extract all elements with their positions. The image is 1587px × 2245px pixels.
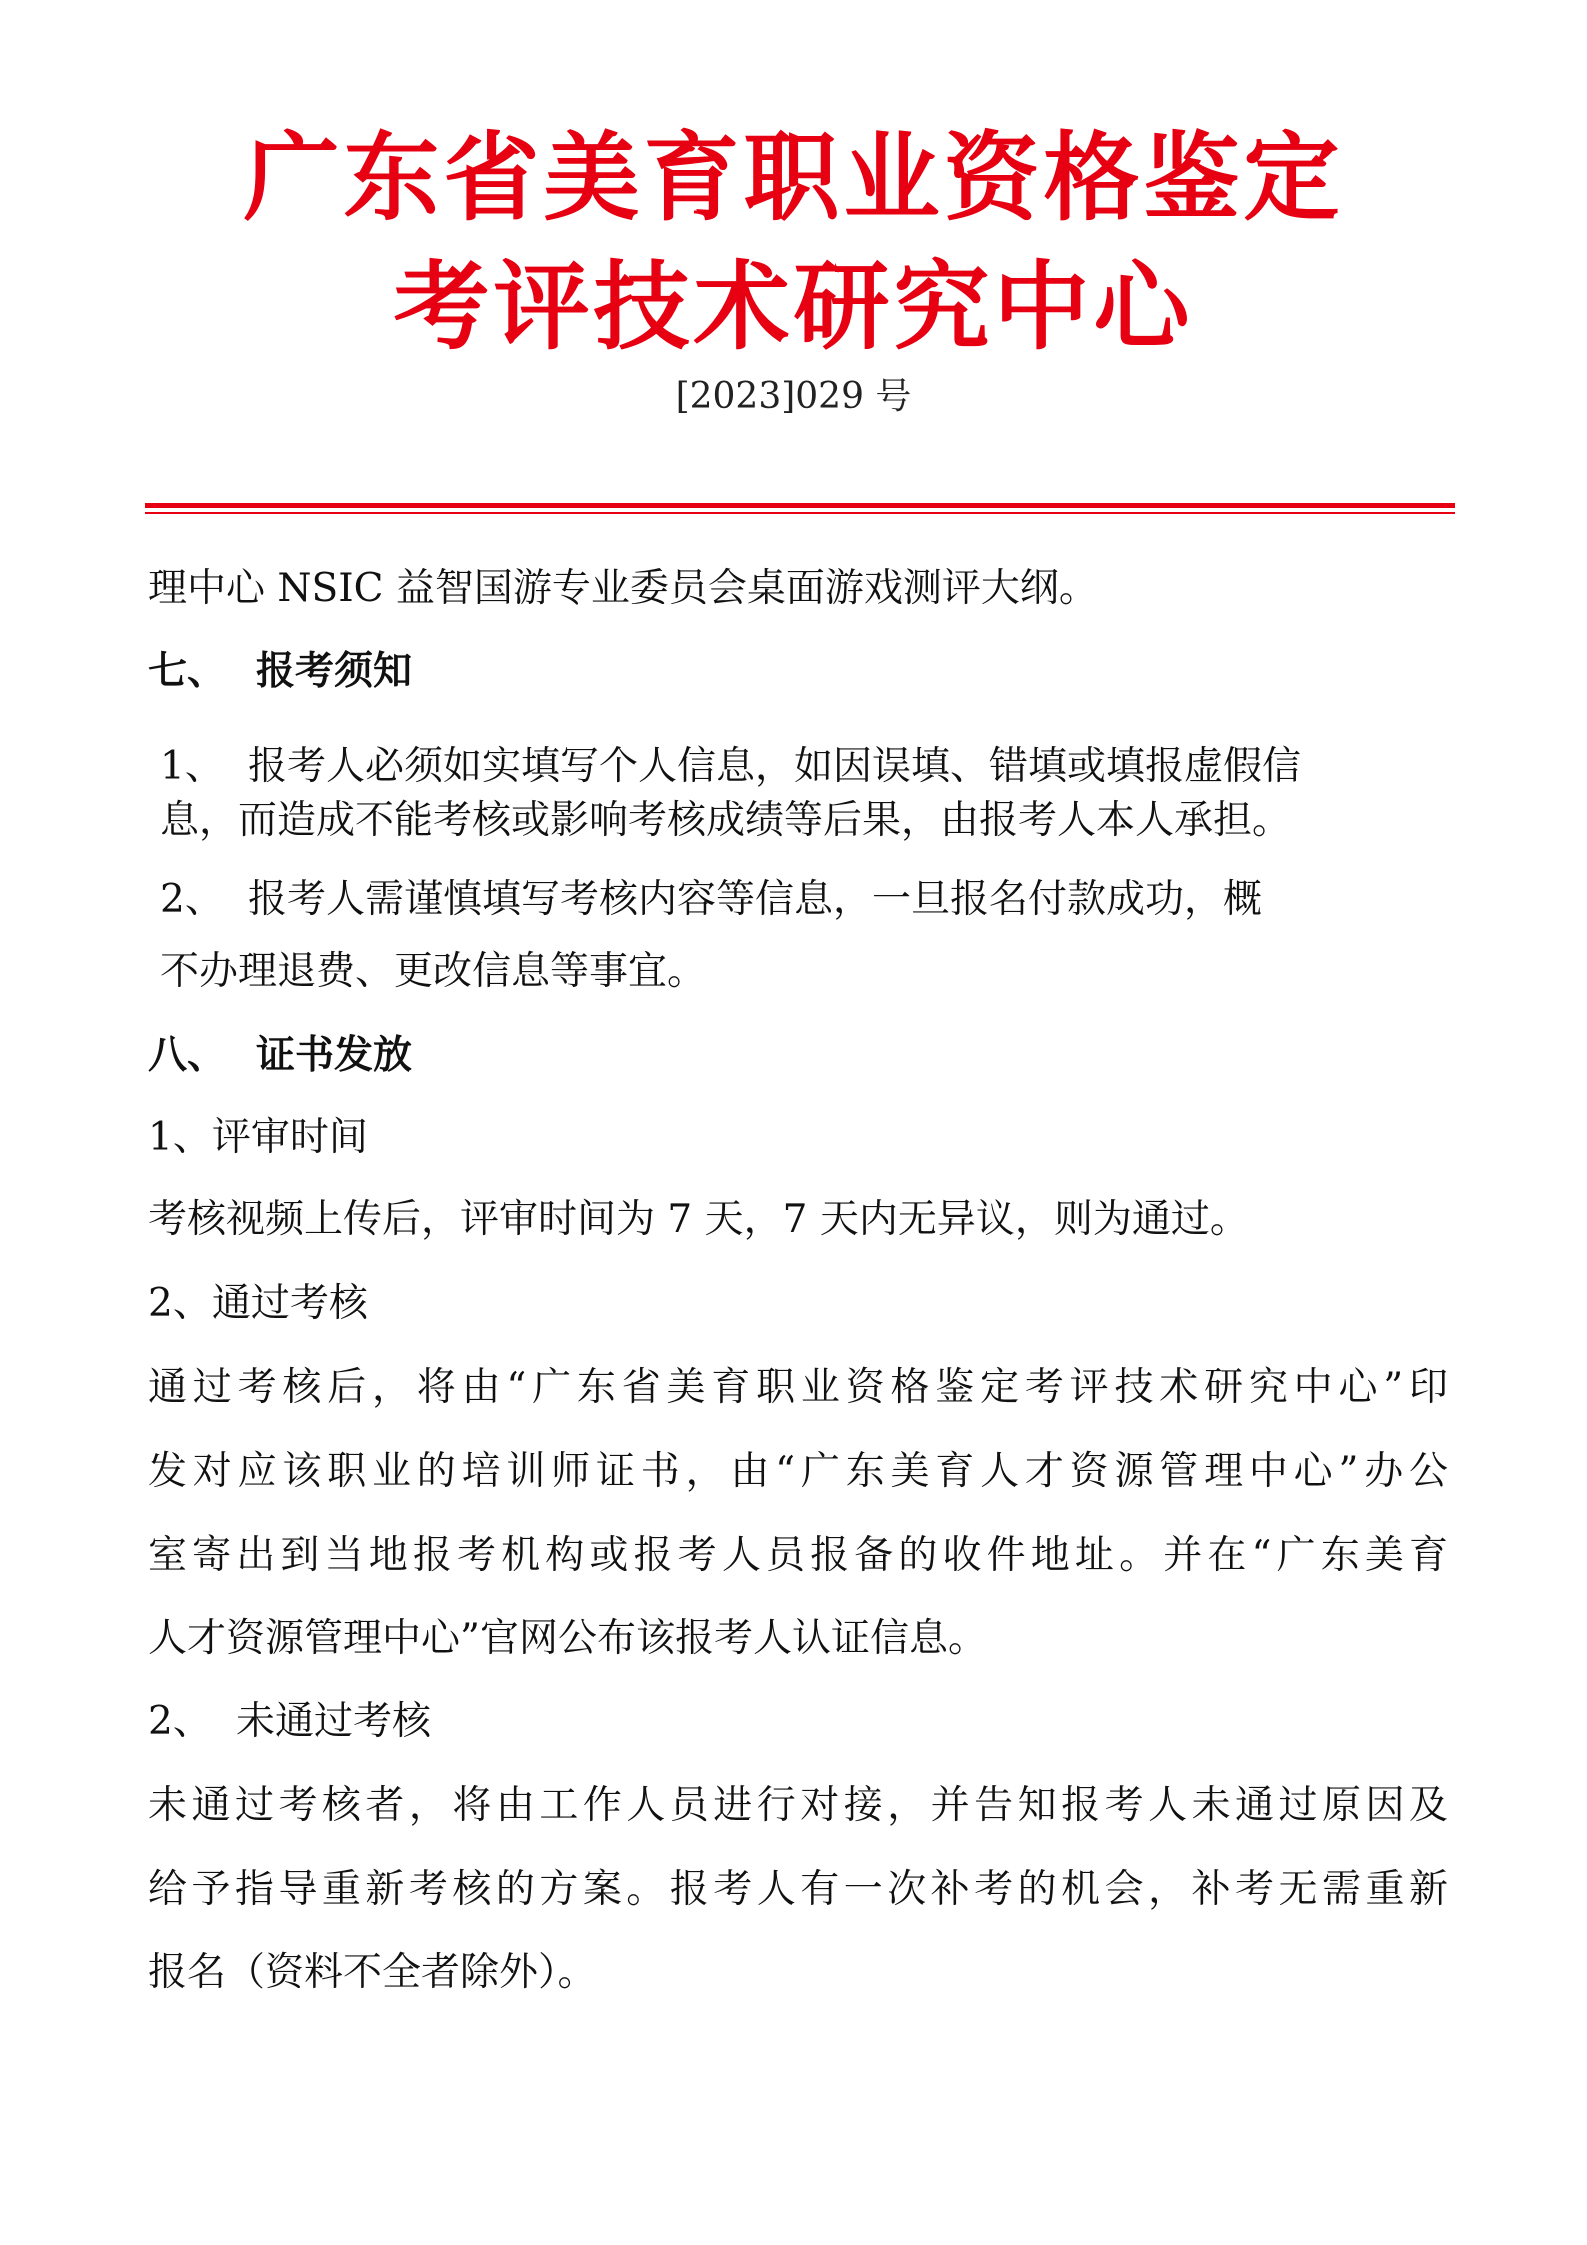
section-8-sub-2-title: 2、通过考核 [148,1281,368,1326]
section-7-item-2-text-1: 报考人需谨慎填写考核内容等信息，一旦报名付款成功，概 [248,877,1263,922]
section-7-title: 报考须知 [256,649,413,694]
header-title-line-1: 广东省美育职业资格鉴定 [243,122,1344,234]
section-8-sub-1-title: 1、评审时间 [148,1115,368,1160]
section-8-number: 八、 [148,1033,227,1078]
header-divider-thick [145,503,1455,508]
section-8-sub-1-text: 考核视频上传后，评审时间为 7 天，7 天内无异议，则为通过。 [148,1197,1249,1242]
section-8-title: 证书发放 [256,1033,413,1078]
header-title-line-2: 考评技术研究中心 [393,251,1194,363]
section-8-sub-3-title-line [148,1695,431,1749]
section-8-sub-2-line-3: 室寄出到当地报考机构或报考人员报备的收件地址。并在“广东美育 [148,1533,1448,1578]
section-7-item-2-line-2: 不办理退费、更改信息等事宜。 [160,949,707,994]
section-7-item-2-number: 2、 [160,877,224,922]
section-8-sub-3-number: 2、 [148,1699,212,1744]
section-8-sub-3-title: 未通过考核 [236,1699,432,1744]
section-7-heading [148,645,412,699]
document-number: [2023]029 号 [675,376,912,417]
section-7-item-1-number: 1、 [160,744,224,789]
section-8-sub-2-line-4: 人才资源管理中心”官网公布该报考人认证信息。 [148,1616,987,1661]
section-8-sub-3-line-2: 给予指导重新考核的方案。报考人有一次补考的机会，补考无需重新 [148,1867,1448,1912]
header-divider-thin [145,512,1455,514]
section-7-item-2-line-1 [160,873,1262,927]
section-8-sub-3-line-1: 未通过考核者，将由工作人员进行对接，并告知报考人未通过原因及 [148,1783,1448,1828]
section-8-sub-2-line-1: 通过考核后，将由“广东省美育职业资格鉴定考评技术研究中心”印 [148,1365,1448,1410]
section-8-sub-3-line-3: 报名（资料不全者除外）。 [148,1950,597,1995]
intro-text: 理中心 NSIC 益智国游专业委员会桌面游戏测评大纲。 [148,566,1098,611]
section-7-item-1-text-1: 报考人必须如实填写个人信息，如因误填、错填或填报虚假信 [248,744,1302,789]
section-7-number: 七、 [148,649,227,694]
section-7-item-1-line-2: 息，而造成不能考核或影响考核成绩等后果，由报考人本人承担。 [160,798,1292,843]
section-7-item-1-line-1 [160,740,1301,794]
section-8-heading [148,1029,412,1083]
section-8-sub-2-line-2: 发对应该职业的培训师证书，由“广东美育人才资源管理中心”办公 [148,1449,1448,1494]
